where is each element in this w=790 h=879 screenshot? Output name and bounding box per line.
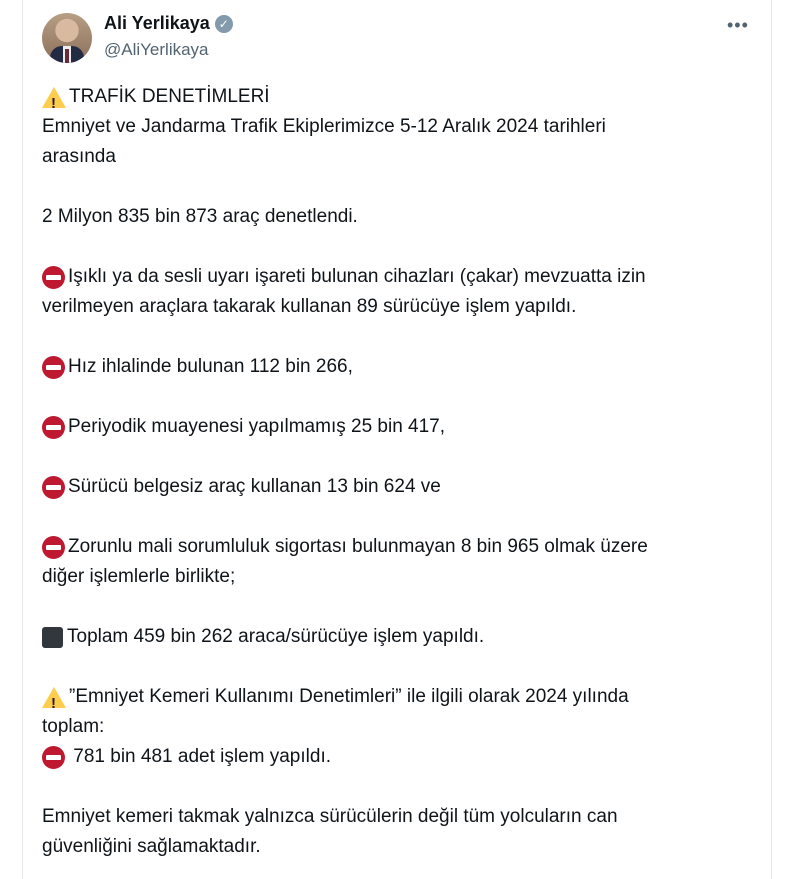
tweet-line (42, 832, 648, 862)
tweet-line (42, 502, 648, 532)
no-entry-icon (42, 416, 65, 439)
tweet-line (42, 352, 648, 382)
tweet-line (42, 772, 648, 802)
tweet-line-text: güvenliğini sağlamaktadır. (42, 836, 261, 857)
tweet-line (42, 742, 648, 772)
tweet-line-text: diğer işlemlerle birlikte; (42, 566, 236, 587)
no-entry-icon (42, 356, 65, 379)
tweet-line (42, 652, 648, 682)
tweet-line (42, 322, 648, 352)
tweet-line-text: verilmeyen araçlara takarak kullanan 89 sürücüye işlem yapıldı. (42, 296, 577, 317)
author-name-row[interactable] (104, 13, 233, 34)
tweet-line (42, 112, 648, 142)
tweet-line (42, 412, 648, 442)
tweet-line (42, 712, 648, 742)
tweet-text (42, 82, 648, 862)
no-entry-icon (42, 746, 65, 769)
no-entry-icon (42, 476, 65, 499)
tweet-line-text: Zorunlu mali sorumluluk sigortası bulunmayan 8 bin 965 olmak üzere (68, 536, 648, 557)
tweet-line (42, 682, 648, 712)
tweet-line (42, 82, 648, 112)
tweet-line-text: Periyodik muayenesi yapılmamış 25 bin 417, (68, 416, 446, 437)
tweet-line-text: ”Emniyet Kemeri Kullanımı Denetimleri” ile ilgili olarak 2024 yılında (69, 686, 629, 707)
tweet-line (42, 562, 648, 592)
tweet-line-text: 2 Milyon 835 bin 873 araç denetlendi. (42, 206, 358, 227)
tweet-line-text: toplam: (42, 716, 105, 737)
tweet-line-text: Emniyet ve Jandarma Trafik Ekiplerimizce 5-12 Aralık 2024 tarihleri (42, 116, 606, 137)
tweet-line-text: Emniyet kemeri takmak yalnızca sürücülerin değil tüm yolcuların can (42, 806, 618, 827)
avatar[interactable] (42, 13, 92, 63)
tweet-line-text: Toplam 459 bin 262 araca/sürücüye işlem yapıldı. (67, 626, 485, 647)
tweet-line (42, 262, 648, 292)
warning-icon (42, 687, 66, 708)
tweet-line (42, 442, 648, 472)
tweet-line-text: TRAFİK DENETİMLERİ (69, 86, 270, 107)
verified-badge-icon: ✓ (215, 15, 233, 33)
tweet-line-text: Sürücü belgesiz araç kullanan 13 bin 624 ve (68, 476, 441, 497)
author-handle[interactable]: @AliYerlikaya (104, 40, 209, 59)
author-name[interactable]: Ali Yerlikaya (104, 13, 210, 33)
tweet-line-text: Işıklı ya da sesli uyarı işareti bulunan cihazları (çakar) mevzuatta izin (68, 266, 646, 287)
tweet-line (42, 472, 648, 502)
tweet-line (42, 142, 648, 172)
tweet-line (42, 532, 648, 562)
no-entry-icon (42, 266, 65, 289)
tweet-line (42, 292, 648, 322)
square-icon (42, 627, 63, 648)
tweet-line-text: Hız ihlalinde bulunan 112 bin 266, (68, 356, 353, 377)
tweet-line (42, 172, 648, 202)
tweet-line (42, 232, 648, 262)
tweet-line (42, 802, 648, 832)
tweet-line (42, 382, 648, 412)
no-entry-icon (42, 536, 65, 559)
tweet-line-text: arasında (42, 146, 116, 167)
warning-icon (42, 87, 66, 108)
more-options-icon[interactable]: ••• (727, 15, 749, 35)
tweet-line (42, 622, 648, 652)
tweet-line (42, 592, 648, 622)
tweet-line-text: 781 bin 481 adet işlem yapıldı. (68, 746, 332, 767)
tweet-line (42, 202, 648, 232)
